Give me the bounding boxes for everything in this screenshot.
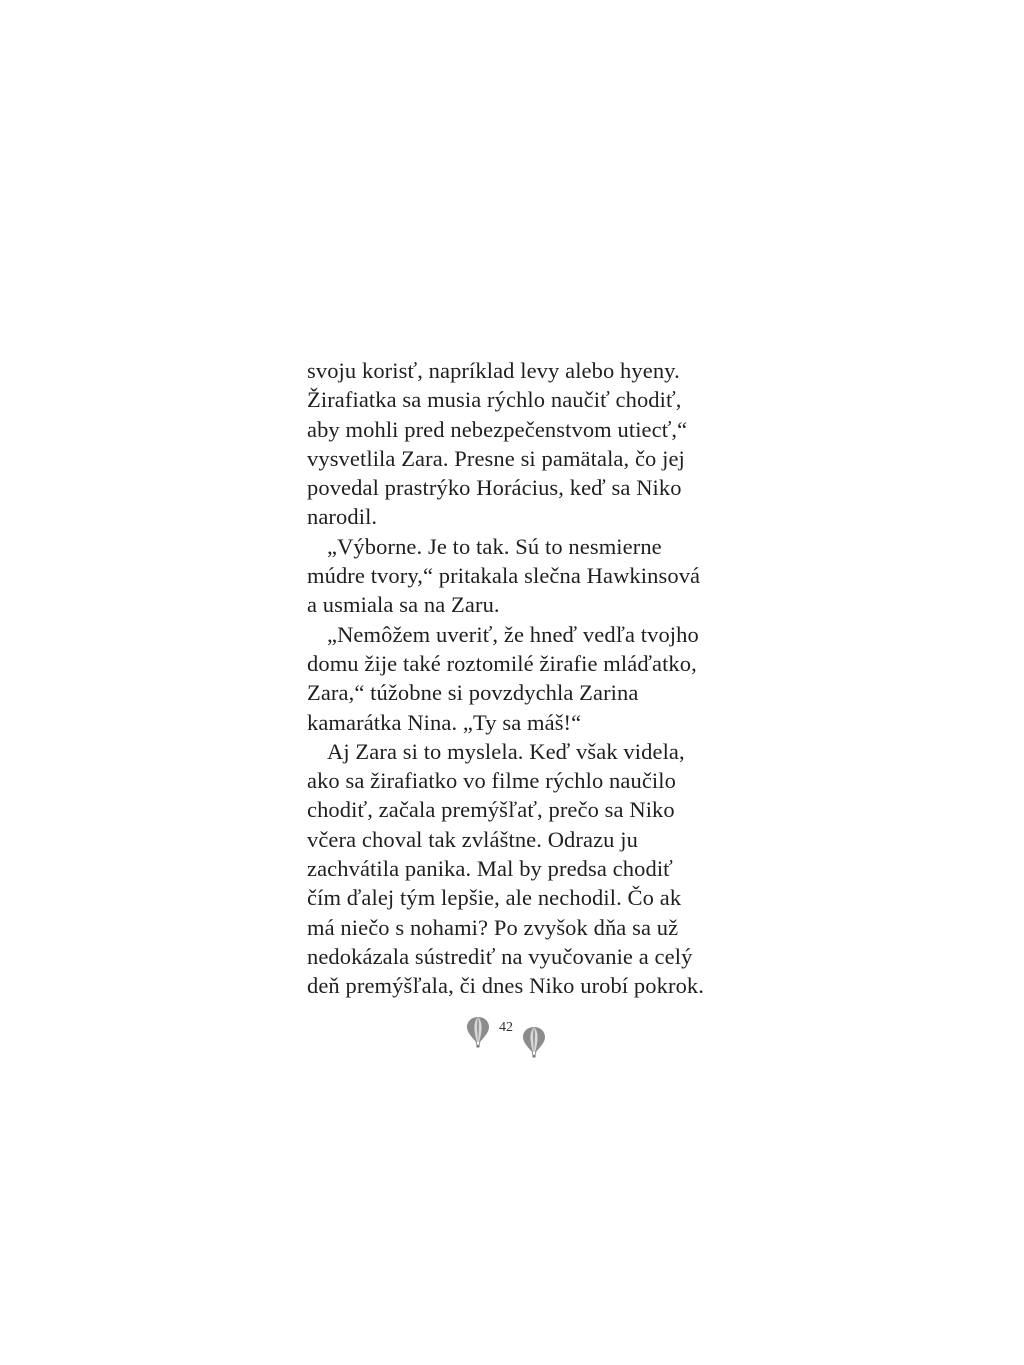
text-line: kamarátka Nina. „Ty sa máš!“ [307, 709, 582, 735]
text-line: aby mohli pred nebezpečenstvom utiecť,“ [307, 416, 688, 442]
text-line: deň premýšľala, či dnes Niko urobí pokrok. [307, 973, 705, 999]
text-line: nedokázala sústrediť na vyučovanie a celý [307, 943, 693, 969]
text-line: čím ďalej tým lepšie, ale nechodil. Čo ak [307, 885, 682, 911]
text-line: zachvátila panika. Mal by predsa chodiť [307, 856, 673, 882]
text-line: svoju korisť, napríklad levy alebo hyeny. [307, 358, 680, 383]
text-line: povedal prastrýko Horácius, keď sa Niko [307, 475, 682, 501]
page-number: 42 [499, 1020, 513, 1035]
text-line: Žirafiatka sa musia rýchlo naučiť chodiť, [307, 387, 682, 413]
text-line: včera choval tak zvláštne. Odrazu ju [307, 826, 638, 852]
hot-air-balloon-icon [522, 1026, 546, 1060]
text-line: chodiť, začala premýšľať, prečo sa Niko [307, 797, 675, 823]
text-line: „Nemôžem uveriť, že hneď vedľa tvojho [327, 621, 699, 647]
text-line: vysvetlila Zara. Presne si pamätala, čo jej [307, 445, 685, 471]
text-line: múdre tvory,“ pritakala slečna Hawkinsová [307, 563, 701, 589]
text-line: má niečo s nohami? Po zvyšok dňa sa už [307, 914, 679, 940]
text-line: narodil. [307, 504, 378, 530]
body-text [307, 356, 727, 1001]
text-line: Aj Zara si to myslela. Keď však videla, [327, 738, 685, 764]
text-line: a usmiala sa na Zaru. [307, 592, 500, 618]
text-line: Zara,“ túžobne si povzdychla Zarina [307, 680, 639, 706]
text-line: domu žije také roztomilé žirafie mláďatko, [307, 650, 697, 676]
page-footer [0, 1016, 1024, 1066]
hot-air-balloon-icon [466, 1016, 490, 1050]
text-line: „Výborne. Je to tak. Sú to nesmierne [327, 533, 662, 559]
text-line: ako sa žirafiatko vo filme rýchlo naučilo [307, 768, 676, 794]
